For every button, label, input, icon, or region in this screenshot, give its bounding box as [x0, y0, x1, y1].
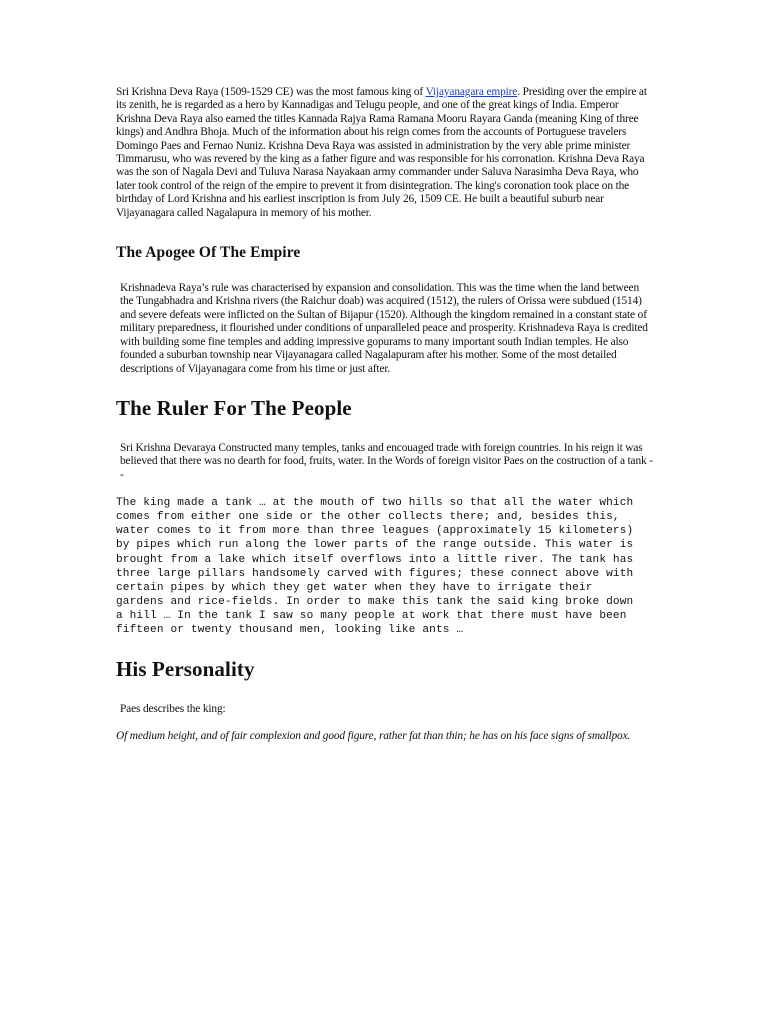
personality-paragraph: Paes describes the king:: [120, 703, 226, 716]
intro-paragraph: [116, 86, 654, 220]
paes-tank-quote: The king made a tank … at the mouth of two hills so that all the water which comes from either one side or the other collects there; and, besides this, water comes to it from more than three leagues (approximately 15 kilometers) by pipes which run along the lower parts of the range outside. This water is brought from a lake which itself overflows into a little river. The tank has three large pillars handsomely carved with figures; these connect above with certain pipes by which they get water when they have to irrigate their gardens and rice-fields. In order to make this tank the said king broke down a hill … In the tank I saw so many people at work that there must have been fifteen or twenty thousand men, looking like ants …: [116, 497, 634, 636]
apogee-heading: The Apogee Of The Empire: [116, 244, 301, 262]
intro-text-rest: . Presiding over the empire at its zenith, he is regarded as a hero by Kannadigas and Telugu people, and one of the great kings of India. Emperor Krishna Deva Raya also earned the titles Kannada Rajya Rama Ramana Mooru Rayara Ganda (meaning King of three kings) and Andhra Bhoja. Much of the information about his reign comes from the accounts of Portuguese travelers Domingo Paes and Fernao Nuniz. Krishna Deva Raya was assisted in administration by the very able prime minister Timmarusu, who was revered by the king as a father figure and was responsible for his corronation. Krishna Deva Raya was the son of Nagala Devi and Tuluva Narasa Nayakaan army commander under Saluva Narasimha Deva Raya, who later took control of the reign of the empire to prevent it from disintegration. The king's coronation took place on the birthday of Lord Krishna and his earliest inscription is from July 26, 1509 CE. He built a beautiful suburb near Vijayanagara called Nagalapura in memory of his mother.: [116, 86, 647, 219]
ruler-heading: The Ruler For The People: [116, 395, 352, 420]
ruler-paragraph: Sri Krishna Devaraya Constructed many temples, tanks and encouaged trade with foreign countries. In his reign it was believed that there was no dearth for food, fruits, water. In the Words of foreign visitor Paes on the costruction of a tank --: [120, 441, 653, 481]
personality-heading: His Personality: [116, 657, 255, 682]
intro-text-start: Sri Krishna Deva Raya (1509-1529 CE) was the most famous king of: [116, 86, 426, 98]
document-page: [116, 86, 654, 744]
vijayanagara-empire-link[interactable]: Vijayanagara empire: [425, 86, 518, 98]
apogee-paragraph: Krishnadeva Raya’s rule was characterised by expansion and consolidation. This was the time when the land between the Tungabhadra and Krishna rivers (the Raichur doab) was acquired (1512), the rulers of Orissa were subdued (1514) and severe defeats were inflicted on the Sultan of Bijapur (1520). Although the kingdom remained in a constant state of military preparedness, it flourished under conditions of unparalleled peace and prosperity. Krishnadeva Raya is credited with building some fine temples and adding impressive gopurams to many important south Indian temples. He also founded a suburban township near Vijayanagara called Nagalapuram after his mother. Some of the most detailed descriptions of Vijayanagara come from his time or just after.: [120, 282, 648, 375]
king-description-quote: Of medium height, and of fair complexion and good figure, rather fat than thin; he has on his face signs of smallpox.: [116, 730, 631, 743]
